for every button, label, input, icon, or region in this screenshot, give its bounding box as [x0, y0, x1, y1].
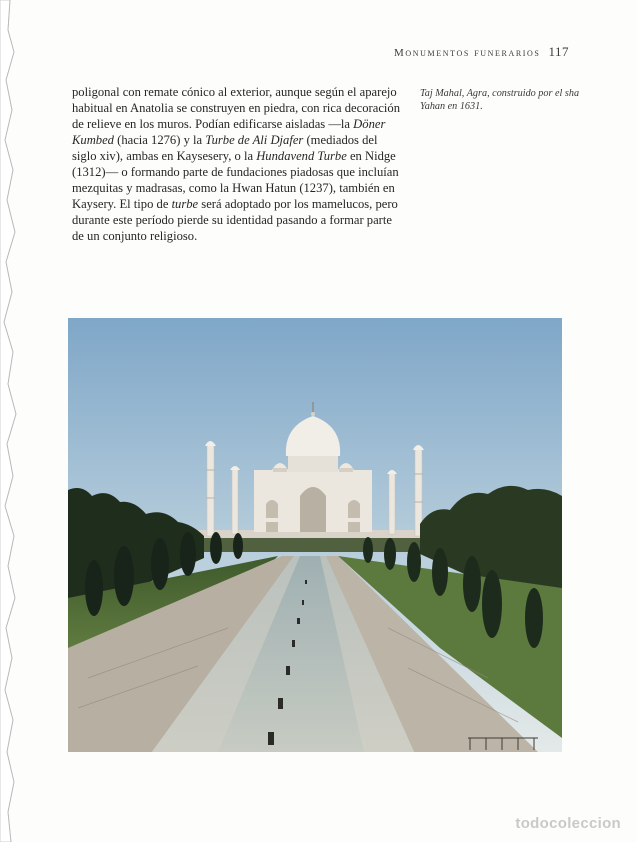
- text-run: será adoptado por los mamelucos, pero durante este período pierde su identidad pasando a formar parte de un conjunto religioso.: [72, 197, 398, 243]
- text-run: poligonal con remate cónico al exterior, aunque según el aparejo habitual en Anatolia se construyen en piedra, con rica decoración de relieve en los muros. Podían edificarse aisladas —la: [72, 85, 401, 131]
- taj-mahal-illustration: [68, 318, 562, 752]
- monument-name: Turbe de Ali Djafer: [205, 133, 304, 147]
- body-paragraph: [72, 84, 404, 244]
- taj-mahal-photo: [68, 318, 562, 752]
- monument-name: Döner Kumbed: [72, 117, 386, 147]
- running-header: [394, 44, 569, 60]
- body-text: [72, 84, 404, 244]
- term: turbe: [171, 197, 199, 211]
- text-run: (hacia 1276) y la: [113, 133, 206, 147]
- text-run: (mediados del siglo xiv), ambas en Kaysesery, o la: [72, 133, 378, 163]
- watermark: todocoleccion: [515, 815, 621, 832]
- torn-page-edge: [0, 0, 26, 842]
- page-number: 117: [548, 44, 569, 59]
- monument-name: Hundavend Turbe: [256, 149, 347, 163]
- text-run: en Nidge (1312)— o formando parte de fundaciones piadosas que incluían mezquitas y madrasas, como la Hwan Hatun (1237), también en Kaysery. El tipo de: [72, 149, 399, 211]
- section-title: Monumentos funerarios: [394, 47, 541, 59]
- photo-caption: Taj Mahal, Agra, construido por el sha Yahan en 1631.: [420, 88, 580, 112]
